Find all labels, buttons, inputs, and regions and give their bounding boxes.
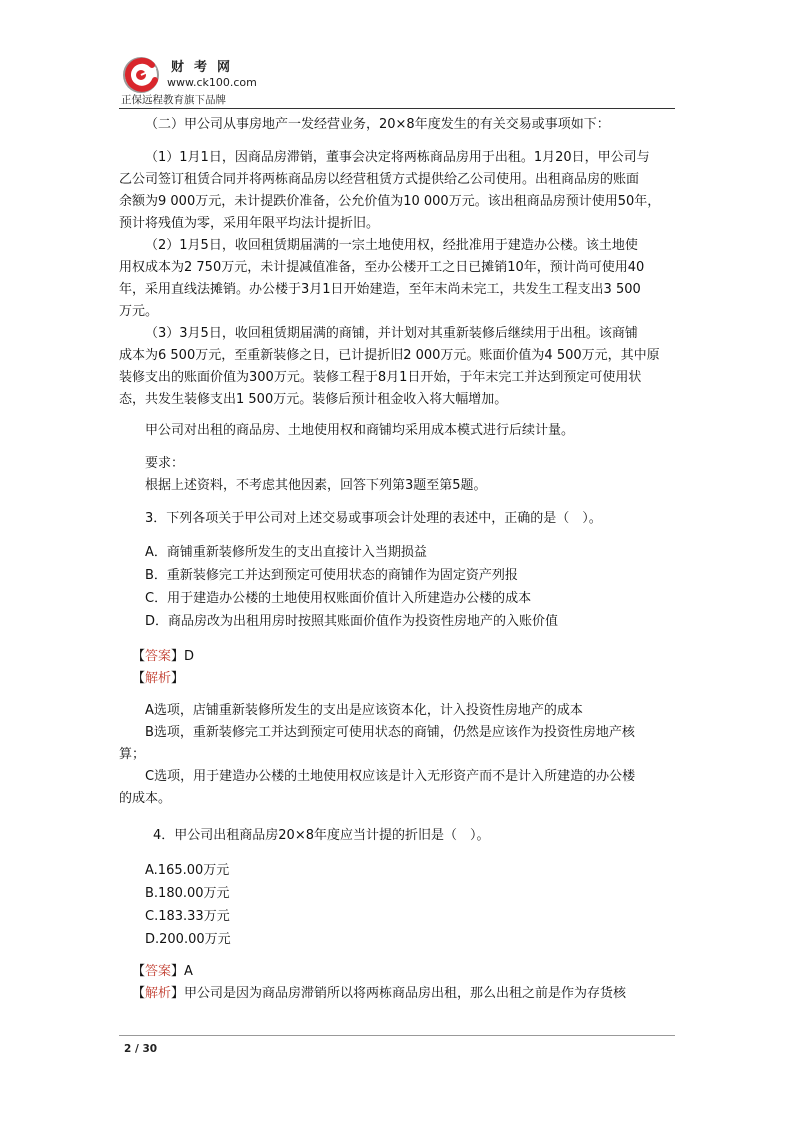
item2-line: 用权成本为2 750万元，未计提减值准备，至办公楼开工之日已摊销10年，预计尚可使用40: [119, 260, 645, 275]
option-d: D．商品房改为出租用房时按照其账面价值作为投资性房地产的入账价值: [145, 614, 559, 629]
answer-value: D: [184, 649, 195, 664]
brand-name: 财考网: [171, 60, 241, 75]
header-divider: [119, 108, 675, 109]
answer-line: 【答案】A: [132, 964, 193, 979]
item3-line: 成本为6 500万元，至重新装修之日，已计提折旧2 000万元。账面价值为4 500万元，其中原: [119, 348, 660, 363]
analysis-line: C选项，用于建造办公楼的土地使用权应该是计入无形资产而不是计入所建造的办公楼: [145, 769, 636, 784]
answer-label: 答案: [145, 964, 172, 979]
item-3: [119, 323, 675, 411]
item2-line: （2）1月5日，收回租赁期届满的一宗土地使用权，经批准用于建造办公楼。该土地使: [145, 238, 638, 253]
item-2: [119, 235, 675, 323]
document-header: [119, 52, 675, 110]
item3-line: 装修支出的账面价值为300万元。装修工程于8月1日开始，于年末完工并达到预定可使用状: [119, 370, 642, 385]
requirement-text: 根据上述资料，不考虑其他因素，回答下列第3题至第5题。: [145, 478, 487, 493]
footer-divider: [119, 1035, 675, 1036]
question-3-options: [119, 541, 675, 633]
answer-line: 【答案】D: [132, 649, 195, 664]
analysis-line: 的成本。: [119, 791, 172, 806]
analysis-line: B选项，重新装修完工并达到预定可使用状态的商铺，仍然是应该作为投资性房地产核: [145, 725, 635, 740]
question-3-analysis: [119, 700, 675, 810]
item3-line: 态，共发生装修支出1 500万元。装修后预计租金收入将大幅增加。: [119, 392, 508, 407]
item1-line: 预计将残值为零，采用年限平均法计提折旧。: [119, 216, 380, 231]
item1-line: （1）1月1日，因商品房滞销，董事会决定将两栋商品房用于出租。1月20日，甲公司与: [145, 150, 650, 165]
analysis-text: 甲公司是因为商品房滞销所以将两栋商品房出租，那么出租之前是作为存货核: [184, 986, 627, 1001]
option-b: B.180.00万元: [145, 886, 230, 901]
analysis-label: 解析: [145, 986, 172, 1001]
option-d: D.200.00万元: [145, 932, 231, 947]
analysis-line: 算；: [119, 747, 146, 762]
item3-line: （3）3月5日，收回租赁期届满的商铺，并计划对其重新装修后继续用于出租。该商铺: [145, 326, 638, 341]
option-b: B．重新装修完工并达到预定可使用状态的商铺作为固定资产列报: [145, 568, 518, 583]
answer-value: A: [184, 964, 193, 979]
analysis-line: A选项，店铺重新装修所发生的支出是应该资本化，计入投资性房地产的成本: [145, 703, 583, 718]
analysis-label: 解析: [145, 671, 172, 686]
question-4-answer: [119, 961, 675, 1005]
ck100-logo-icon: [122, 56, 160, 94]
brand-slogan: 正保远程教育旗下品牌: [121, 94, 226, 106]
question-stem: 4．甲公司出租商品房20×8年度应当计提的折旧是（ ）。: [153, 828, 490, 843]
question-3-answer: [119, 646, 675, 690]
question-4: [119, 825, 675, 847]
item-1: [119, 147, 675, 235]
item2-line: 万元。: [119, 304, 159, 319]
analysis-heading: 【解析】: [132, 671, 185, 686]
intro-paragraph: （二）甲公司从事房地产一发经营业务，20×8年度发生的有关交易或事项如下：: [145, 117, 610, 132]
item1-line: 余额为9 000万元，未计提跌价准备，公允价值为10 000万元。该出租商品房预计使用50年，: [119, 194, 661, 209]
question-stem: 3．下列各项关于甲公司对上述交易或事项会计处理的表述中，正确的是（ ）。: [145, 511, 602, 526]
option-a: A．商铺重新装修所发生的支出直接计入当期损益: [145, 545, 427, 560]
measurement-paragraph: 甲公司对出租的商品房、土地使用权和商铺均采用成本模式进行后续计量。: [145, 423, 575, 438]
question-3: [119, 508, 675, 530]
analysis-line: 【解析】甲公司是因为商品房滞销所以将两栋商品房出租，那么出租之前是作为存货核: [132, 986, 627, 1001]
requirement-title: 要求：: [145, 456, 185, 471]
option-c: C．用于建造办公楼的土地使用权账面价值计入所建造办公楼的成本: [145, 591, 532, 606]
option-a: A.165.00万元: [145, 863, 230, 878]
item1-line: 乙公司签订租赁合同并将两栋商品房以经营租赁方式提供给乙公司使用。出租商品房的账面: [119, 172, 640, 187]
question-4-options: [119, 859, 675, 951]
answer-label: 答案: [145, 649, 172, 664]
brand-url: www.ck100.com: [167, 76, 257, 89]
page-number: 2 / 30: [124, 1043, 158, 1055]
option-c: C.183.33万元: [145, 909, 230, 924]
item2-line: 年，采用直线法摊销。办公楼于3月1日开始建造，至年末尚未完工，共发生工程支出3 500: [119, 282, 641, 297]
